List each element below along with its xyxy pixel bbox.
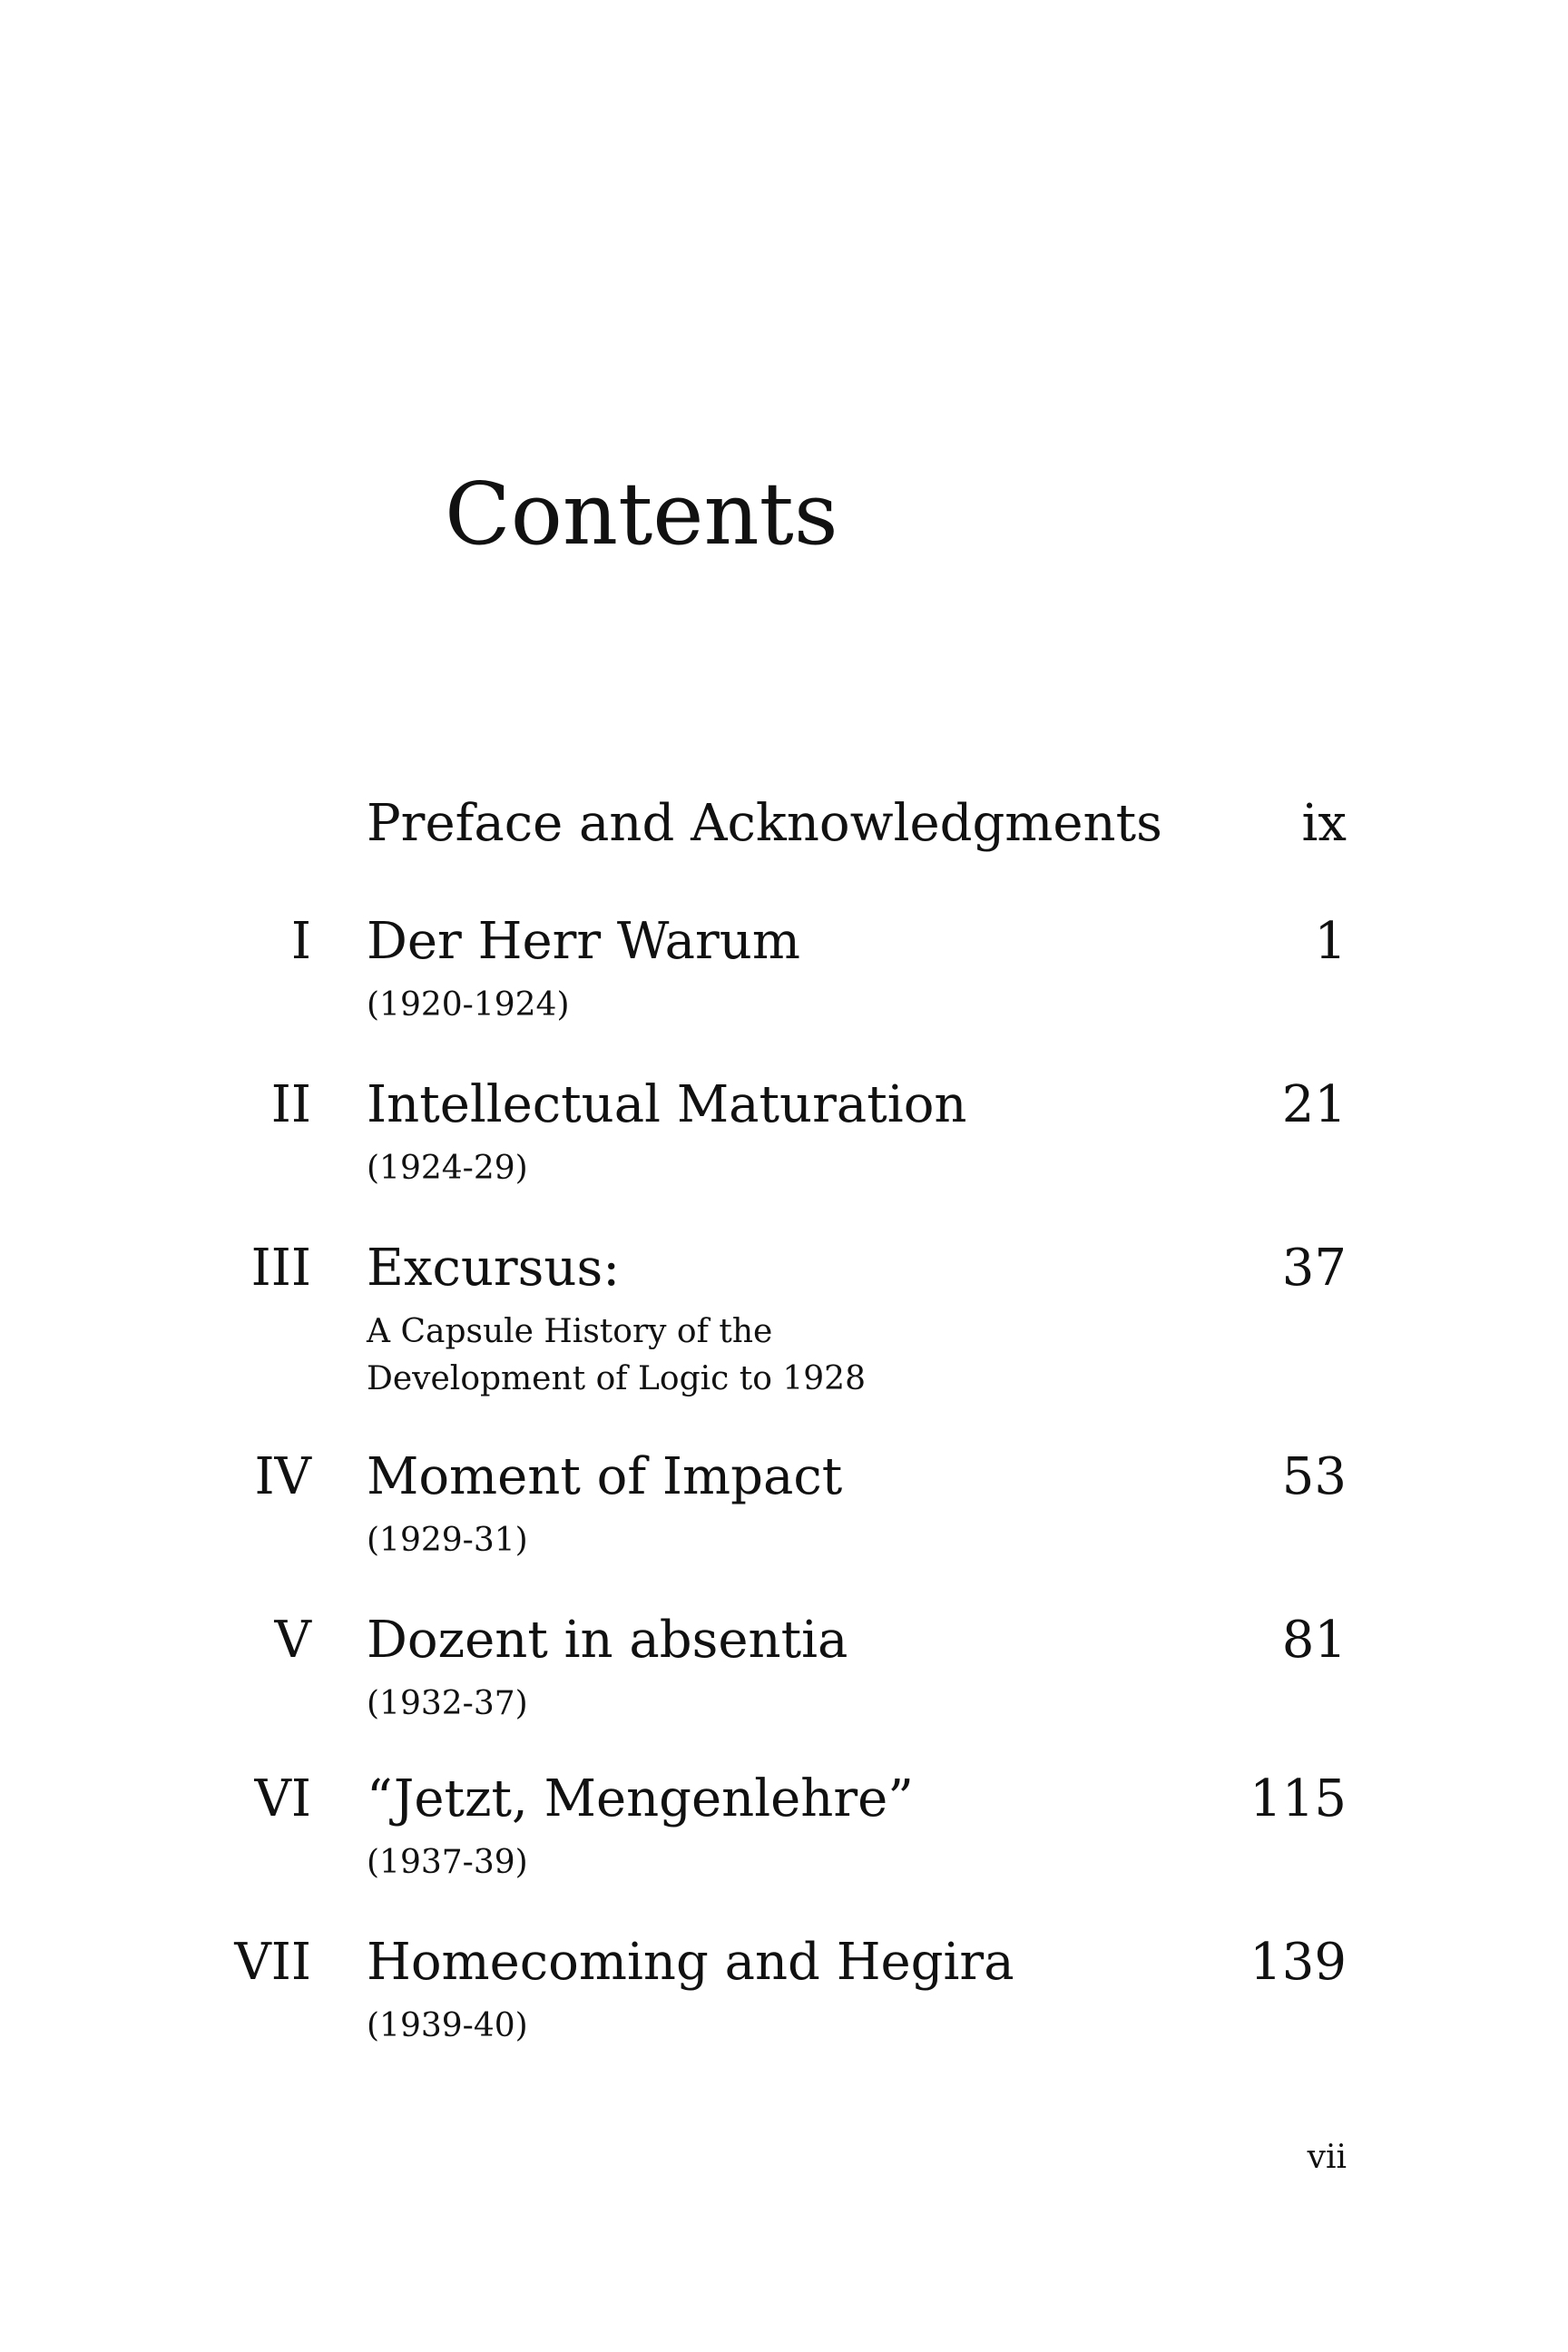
page-number: 1 — [1314, 912, 1347, 971]
chapter-subtitle-line-2: Development of Logic to 1928 — [367, 1360, 866, 1397]
chapter-title: Moment of Impact — [367, 1447, 843, 1506]
page-number: 37 — [1281, 1239, 1347, 1298]
chapter-number: IV — [254, 1447, 311, 1506]
folio-page-number: vii — [1307, 2139, 1347, 2176]
chapter-title: Excursus: — [367, 1239, 621, 1298]
chapter-subtitle-line-1: A Capsule History of the — [367, 1313, 773, 1350]
chapter-title: Dozent in absentia — [367, 1611, 848, 1670]
page-number: 115 — [1250, 1769, 1347, 1828]
chapter-number: I — [290, 912, 311, 971]
page-title: Contents — [445, 465, 838, 564]
chapter-number: VI — [254, 1769, 311, 1828]
chapter-subtitle: (1932-37) — [367, 1685, 528, 1722]
chapter-subtitle: (1920-1924) — [367, 986, 570, 1024]
chapter-number: III — [250, 1239, 311, 1298]
chapter-subtitle: (1929-31) — [367, 1522, 528, 1559]
page-number: 21 — [1281, 1075, 1347, 1134]
page-number: ix — [1301, 794, 1347, 853]
chapter-title: Der Herr Warum — [367, 912, 800, 971]
chapter-title: “Jetzt, Mengenlehre” — [367, 1769, 914, 1828]
chapter-title: Homecoming and Hegira — [367, 1933, 1014, 1992]
page-number: 53 — [1281, 1447, 1347, 1506]
chapter-title: Intellectual Maturation — [367, 1075, 967, 1134]
chapter-number: V — [274, 1611, 311, 1670]
page-number: 139 — [1250, 1933, 1347, 1992]
chapter-subtitle: (1939-40) — [367, 2007, 528, 2044]
chapter-number: VII — [234, 1933, 311, 1992]
page-number: 81 — [1281, 1611, 1347, 1670]
chapter-subtitle: (1924-29) — [367, 1150, 528, 1187]
chapter-number: II — [270, 1075, 311, 1134]
chapter-title: Preface and Acknowledgments — [367, 794, 1162, 853]
chapter-subtitle: (1937-39) — [367, 1844, 528, 1881]
